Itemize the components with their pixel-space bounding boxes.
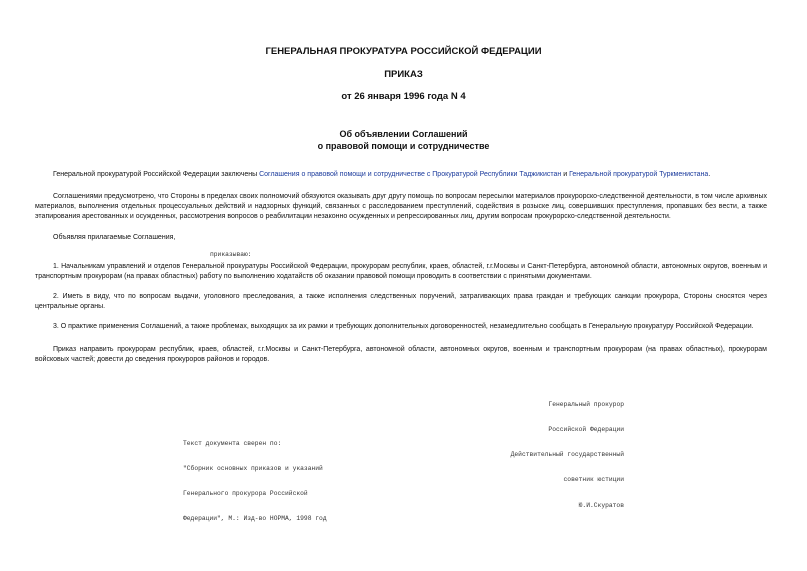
order-item-2: 2. Иметь в виду, что по вопросам выдачи, уголовного преследования, а также исполнения следственных поручений, затрагивающих права граждан и требующих санкции прокурора, Стороны сносятся через центральные органы. [35, 293, 767, 310]
doc-title-line-1: Об объявлении Соглашений [339, 129, 468, 139]
doc-type-heading: ПРИКАЗ [384, 69, 423, 80]
signature-line-3: Действительный государственный [510, 451, 624, 459]
paragraph-announcing: Объявляя прилагаемые Соглашения, [53, 234, 176, 241]
agreement-turkmenistan-link[interactable]: Генеральной прокуратурой Туркменистана [569, 171, 709, 178]
source-line-2: "Сборник основных приказов и указаний [183, 465, 323, 473]
paragraph-intro [35, 170, 767, 180]
source-line-4: Федерации", М.: Изд-во НОРМА, 1998 год [183, 515, 327, 523]
order-word: приказываю: [210, 251, 252, 258]
agreement-tajikistan-link[interactable]: Соглашения о правовой помощи и сотрудничестве с Прокуратурой Республики Таджикистан [259, 171, 562, 178]
paragraph-distribution: Приказ направить прокурорам республик, краев, областей, г.г.Москвы и Санкт-Петербурга, автономной области, автономных округов, военным и транспортным прокурорам (на правах областных), прокурорам войсковых частей; довести до сведения прокуроров районов и городов. [35, 346, 767, 363]
doc-title-line-2: о правовой помощи и сотрудничестве [317, 141, 490, 151]
date-number-heading: от 26 января 1996 года N 4 [341, 91, 466, 102]
order-item-3: 3. О практике применения Соглашений, а также проблемах, выходящих за их рамки и требующих дополнительных договоренностей, незамедлительно сообщать в Генеральную прокуратуру Российской Федерации. [53, 323, 754, 330]
signature-name: Ю.И.Скуратов [578, 501, 624, 509]
order-item-1: 1. Начальникам управлений и отделов Генеральной прокуратуры Российской Федерации, прокурорам республик, краев, областей, г.г.Москвы и Санкт-Петербурга, автономной области, автономных округов, военным и транспортным прокурорам (на правах областных) работу по выполнению ходатайств об оказании правовой помощи проводить в соответствии с принятыми документами. [35, 263, 767, 280]
signature-line-4: советник юстиции [563, 476, 624, 484]
source-line-1: Текст документа сверен по: [183, 439, 282, 447]
signature-line-2: Российской Федерации [548, 426, 624, 434]
intro-text-mid: и [561, 171, 570, 178]
source-note [183, 423, 327, 541]
paragraph-provisions: Соглашениями предусмотрено, что Стороны в пределах своих полномочий обязуются оказывать друг другу помощь по вопросам пересылки материалов прокурорско-следственной деятельности, в том числе архивных материалов, выполнения отдельных процессуальных действий и надзорных функций, связанных с расследованием преступлений, содействия в розыске лиц, совершивших преступления, пропавших без вести, а также этапирования арестованных и осужденных, рассмотрения вопросов о реабилитации незаконно осужденных и репрессированных лиц, другим вопросам прокурорско-следственной деятельности. [35, 193, 767, 220]
source-line-3: Генерального прокурора Российской [183, 490, 308, 498]
signature-line-1: Генеральный прокурор [548, 400, 624, 408]
signature-block [511, 384, 624, 527]
intro-text-pre: Генеральной прокуратурой Российской Федерации заключены [53, 171, 260, 178]
intro-text-post: . [708, 171, 711, 178]
org-heading: ГЕНЕРАЛЬНАЯ ПРОКУРАТУРА РОССИЙСКОЙ ФЕДЕРАЦИИ [265, 46, 542, 57]
